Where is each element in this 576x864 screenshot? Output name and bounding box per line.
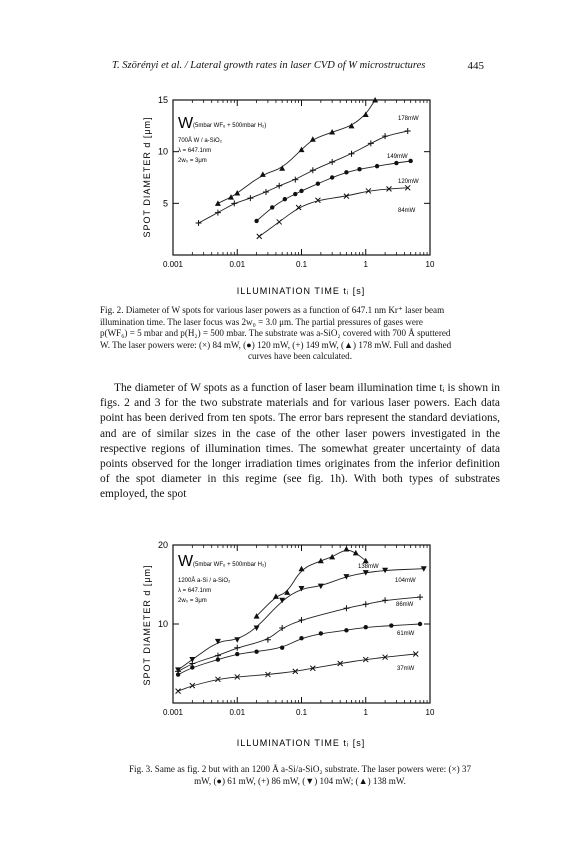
caption-line: Fig. 3. Same as fig. 2 but with an 1200 Å a-Si/a-SiO₂ substrate. The laser powers were: (×) 37 xyxy=(128,764,471,774)
x-tick-label: 1 xyxy=(363,260,368,269)
caption-line: W. The laser powers were: (×) 84 mW, (●) 120 mW, (+) 149 mW, (▲) 178 mW. Full and dashed xyxy=(100,339,452,350)
data-point-dot xyxy=(375,164,379,168)
running-title: T. Szörényi et al. / Lateral growth rates in laser CVD of W microstructures xyxy=(112,60,426,71)
data-point-plus xyxy=(382,597,388,603)
data-point-plus xyxy=(310,167,316,173)
data-point-plus xyxy=(368,140,374,146)
panel-conditions: (5mbar WF₆ + 500mbar H₂) xyxy=(193,562,267,568)
data-point-triangle-up xyxy=(343,546,349,552)
data-point-plus xyxy=(363,601,369,607)
data-point-plus xyxy=(292,177,298,183)
series-label-138: 138mW xyxy=(358,564,379,570)
param-line-3: 2w₀ = 3μm xyxy=(178,598,207,604)
calculated-curves xyxy=(178,550,424,691)
data-point-plus xyxy=(215,210,221,216)
data-point-dot xyxy=(394,161,398,165)
data-point-dot xyxy=(357,167,361,171)
x-tick-label: 10 xyxy=(425,260,435,269)
param-line-1: 700Å W / a-SiO₂ xyxy=(178,138,223,144)
x-tick-label: 0.1 xyxy=(295,260,308,269)
data-point-dot xyxy=(235,652,239,656)
figure-2 xyxy=(0,88,576,313)
y-tick-label: 10 xyxy=(157,146,168,157)
series-label-84: 84mW xyxy=(398,208,416,214)
param-line-2: λ = 647.1nm xyxy=(178,148,212,154)
calculated-curves xyxy=(199,100,411,236)
data-point-cross xyxy=(257,234,262,239)
series-label-178: 178mW xyxy=(398,116,419,122)
x-tick-label: 0.1 xyxy=(295,708,308,717)
param-line-3: 2w₀ = 3μm xyxy=(178,158,207,164)
caption-line: p(WF₆) = 5 mbar and p(H₂) = 500 mbar. The substrate was a-SiO₂ covered with 700 Å sputtered xyxy=(100,328,451,338)
data-point-dot xyxy=(293,192,297,196)
figure-3 xyxy=(0,535,576,760)
running-header xyxy=(112,60,484,71)
y-ticks xyxy=(158,540,430,629)
data-point-triangle-up xyxy=(215,200,221,206)
caption-line: curves have been calculated. xyxy=(247,351,352,361)
y-tick-label: 5 xyxy=(162,198,168,209)
figure-2-caption xyxy=(100,305,500,363)
data-point-plus xyxy=(263,189,269,195)
y-tick-label: 10 xyxy=(157,619,168,629)
data-point-triangle-up xyxy=(299,566,305,572)
panel-conditions: (5mbar WF₆ + 500mbar H₂) xyxy=(193,123,267,129)
param-line-2: λ = 647.1nm xyxy=(178,588,212,594)
data-point-plus xyxy=(196,220,202,226)
x-tick-label: 0.001 xyxy=(162,708,184,717)
x-tick-label: 1 xyxy=(363,708,368,717)
data-point-plus xyxy=(405,128,411,134)
data-point-triangle-down xyxy=(215,639,221,645)
data-point-plus xyxy=(329,159,335,165)
paragraph: The diameter of W spots as a function of laser beam illumination time tᵢ is shown in figs. 2 and 3 for the two substrate materials and for various laser powers. Each data point has been derived from ten spots. The error bars represent the standard deviations, and are of similar sizes in the case of the other laser powers investigated in the respective regions of illumination times. The somewhat greater uncertainty of data points observed for the longer irradiation times originates from the inferior definition of the spot diameter in this regime (see fig. 1h). With both types of substrates employed, the spot xyxy=(100,382,500,501)
data-point-plus xyxy=(215,653,221,659)
y-axis-label: SPOT DIAMETER d [μm] xyxy=(142,116,152,238)
x-tick-label: 0.01 xyxy=(229,708,246,717)
data-point-triangle-up xyxy=(353,550,359,556)
series-label-86: 86mW xyxy=(396,602,414,608)
curve-84mW xyxy=(259,188,407,237)
figure-2-plot xyxy=(0,88,576,313)
caption-line: illumination time. The laser focus was 2w₀ = 3.0 μm. The partial pressures of gases were xyxy=(100,316,423,327)
y-tick-label: 20 xyxy=(157,540,168,550)
data-point-dot xyxy=(344,628,348,632)
x-tick-label: 10 xyxy=(425,708,435,717)
data-point-plus xyxy=(276,183,282,189)
data-point-dot xyxy=(270,205,274,209)
data-point-dot xyxy=(330,175,334,179)
data-point-dot xyxy=(408,159,412,163)
data-point-triangle-up xyxy=(228,194,234,200)
data-point-cross xyxy=(277,219,282,224)
data-point-dot xyxy=(344,170,348,174)
figure-3-caption xyxy=(100,764,500,787)
data-point-dot xyxy=(316,182,320,186)
caption-line: Fig. 2. Diameter of W spots for various laser powers as a function of 647.1 nm Kr⁺ laser beam xyxy=(100,305,445,315)
data-point-plus xyxy=(247,195,253,201)
param-line-1: 1200Å a-Si / a-SiO₂ xyxy=(178,578,231,584)
x-axis-label: ILLUMINATION TIME tᵢ [s] xyxy=(236,286,366,296)
data-points xyxy=(175,546,427,694)
x-tick-label: 0.001 xyxy=(162,260,184,269)
curve-149mW xyxy=(199,131,408,223)
y-tick-label: 15 xyxy=(157,95,168,105)
data-point-triangle-down xyxy=(234,637,240,643)
data-point-plus xyxy=(299,617,305,623)
x-tick-label: 0.01 xyxy=(229,260,246,269)
data-point-dot xyxy=(299,636,303,640)
data-point-dot xyxy=(254,649,258,653)
data-point-triangle-up xyxy=(329,554,335,560)
data-point-plus xyxy=(343,605,349,611)
data-point-plus xyxy=(382,133,388,139)
series-label-61: 61mW xyxy=(397,631,415,637)
data-point-triangle-down xyxy=(189,657,195,663)
curve-61mW xyxy=(178,624,420,675)
data-point-plus xyxy=(348,151,354,157)
caption-line: mW, (●) 61 mW, (+) 86 mW, (▼) 104 mW; (▲) 138 mW. xyxy=(194,775,406,786)
page-number: 445 xyxy=(467,60,484,72)
data-point-dot xyxy=(389,623,393,627)
data-point-cross xyxy=(176,689,181,694)
data-point-dot xyxy=(299,189,303,193)
data-points xyxy=(196,97,413,239)
body-text xyxy=(100,381,500,503)
data-point-triangle-up xyxy=(234,190,240,196)
y-axis-label: SPOT DIAMETER d [μm] xyxy=(142,564,152,686)
data-point-dot xyxy=(283,197,287,201)
series-label-37: 37mW xyxy=(397,666,415,672)
series-label-104: 104mW xyxy=(395,578,416,584)
data-point-triangle-up xyxy=(363,111,369,117)
panel-title: W xyxy=(178,115,194,132)
figure-3-plot xyxy=(0,535,576,760)
data-point-dot xyxy=(418,622,422,626)
data-point-plus xyxy=(234,645,240,651)
x-axis-label: ILLUMINATION TIME tᵢ [s] xyxy=(236,738,366,748)
data-point-triangle-down xyxy=(279,598,285,604)
series-label-120: 120mW xyxy=(398,179,419,185)
series-label-149: 149mW xyxy=(387,154,408,160)
data-point-plus xyxy=(231,200,237,206)
data-point-dot xyxy=(319,631,323,635)
data-point-dot xyxy=(280,646,284,650)
curve-138mW xyxy=(257,550,366,616)
data-point-plus xyxy=(417,594,423,600)
panel-title: W xyxy=(178,553,194,570)
data-point-dot xyxy=(254,219,258,223)
data-point-dot xyxy=(364,625,368,629)
